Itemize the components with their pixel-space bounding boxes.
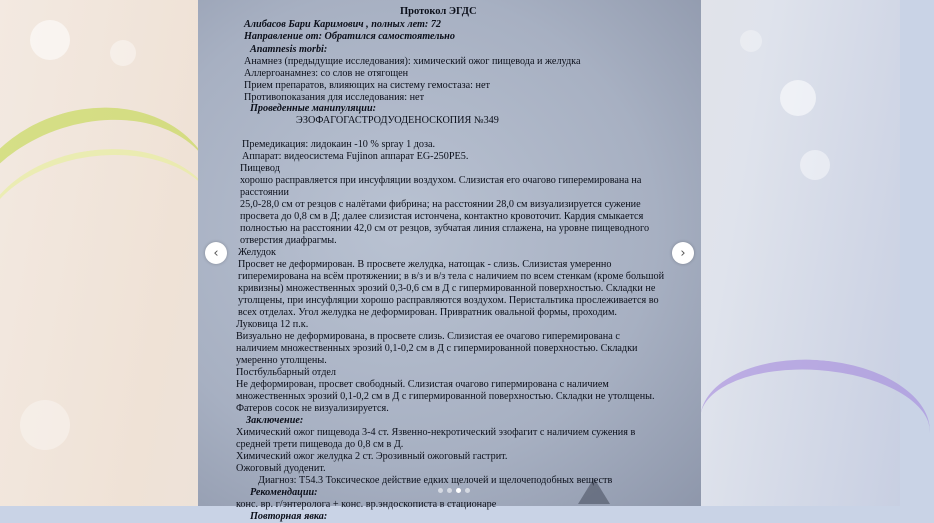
document-line: Желудок bbox=[238, 247, 276, 258]
document-line: Химический ожог желудка 2 ст. Эрозивный ожоговый гастрит. bbox=[236, 451, 508, 462]
document-line: множественных эрозий 0,1-0,2 см в Д с гипермированной поверхностью. Складки не утолщены. bbox=[236, 391, 655, 402]
slider-dot[interactable] bbox=[438, 488, 443, 493]
document-line: конс. вр. г/энтеролога + конс. вр.эндоскописта в стационаре bbox=[236, 499, 497, 510]
slider-prev-button[interactable] bbox=[205, 242, 227, 264]
document-line: всех отделах. Угол желудка не деформирован. Привратник овальной формы, проходим. bbox=[238, 307, 617, 318]
document-line: расстоянии bbox=[240, 187, 289, 198]
document-line: утолщены, при инсуфляции хорошо расправляются воздухом. Перистальтика прослеживается во bbox=[238, 295, 659, 306]
document-title: Протокол ЭГДС bbox=[400, 6, 477, 17]
document-line: 25,0-28,0 см от резцов с налётами фибрина; на расстоянии 28,0 см визуализируется сужение bbox=[240, 199, 641, 210]
document-line: ЭЗОФАГОГАСТРОДУОДЕНОСКОПИЯ №349 bbox=[296, 115, 499, 126]
document-line: Анамнез (предыдущие исследования): химический ожог пищевода и желудка bbox=[244, 56, 581, 67]
decor-bokeh bbox=[780, 80, 816, 116]
document-line: отверстия диафрагмы. bbox=[240, 235, 337, 246]
document-line: Просвет не деформирован. В просвете желудка, натощак - слизь. Слизистая умеренно bbox=[238, 259, 612, 270]
decor-bokeh bbox=[800, 150, 830, 180]
chevron-left-icon: ‹ bbox=[213, 245, 219, 261]
document-line: гиперемирована на всём протяжении; в в/з и в/з тела с наличием по всем стенкам (кроме большой bbox=[238, 271, 665, 282]
document-line: Ожоговый дуоденит. bbox=[236, 463, 326, 474]
document-line: Направление от: Обратился самостоятельно bbox=[244, 31, 455, 42]
decor-bokeh bbox=[740, 30, 762, 52]
chevron-right-icon: › bbox=[680, 245, 686, 261]
document-line: просвета до 0,8 см в Д; далее слизистая истончена, контактно кровоточит. Кардия смыкается bbox=[240, 211, 644, 222]
slider-dots bbox=[438, 488, 470, 493]
document-line: Не деформирован, просвет свободный. Слизистая очагово гипермирована с наличием bbox=[236, 379, 609, 390]
document-line: Химический ожог пищевода 3-4 ст. Язвенно-некротический эзофагит с наличием сужения в bbox=[236, 427, 636, 438]
document-line: Проведенные манипуляции: bbox=[250, 103, 377, 114]
document-line: Заключение: bbox=[246, 415, 304, 426]
decor-swoosh-purple bbox=[696, 352, 934, 498]
document-line: умеренно утолщены. bbox=[236, 355, 327, 366]
document-line: хорошо расправляется при инсуфляции воздухом. Слизистая его очагово гиперемирована на bbox=[240, 175, 642, 186]
document-line: Аппарат: видеосистема Fujinon аппарат EG-250PE5. bbox=[242, 151, 469, 162]
document-line: Постбульбарный отдел bbox=[236, 367, 337, 378]
decor-bokeh bbox=[20, 400, 70, 450]
slider-dot[interactable] bbox=[465, 488, 470, 493]
document-line: Аллергоанамнез: со слов не отягощен bbox=[244, 68, 409, 79]
document-line: Алибасов Бари Каримович , полных лет: 72 bbox=[244, 19, 442, 30]
document-line: Фатеров сосок не визуализируется. bbox=[236, 403, 389, 414]
document-line: полностью на расстоянии 42,0 см от резцов, зубчатая линия сглажена, на уровне пищеводного bbox=[240, 223, 650, 234]
document-line: Противопоказания для исследования: нет bbox=[244, 92, 425, 103]
document-line: Прием препаратов, влияющих на систему гемостаза: нет bbox=[244, 80, 490, 91]
document-line: наличием множественных эрозий 0,1-0,2 см в Д с гипермированной поверхностью. Складки bbox=[236, 343, 638, 354]
document-line: Рекомендации: bbox=[250, 487, 318, 498]
slider-next-button[interactable] bbox=[672, 242, 694, 264]
document-line: Луковица 12 п.к. bbox=[236, 319, 309, 330]
decor-bokeh bbox=[110, 40, 136, 66]
document-line: Премедикация: лидокаин -10 % spray 1 доза. bbox=[242, 139, 436, 150]
document-line: средней трети пищевода до 0,8 см в Д. bbox=[236, 439, 404, 450]
document-line: Anamnesis morbi: bbox=[250, 44, 328, 55]
slider-dot[interactable] bbox=[447, 488, 452, 493]
document-line: Диагноз: T54.3 Токсическое действие едких щелочей и щелочеподобных веществ bbox=[258, 475, 613, 486]
document-photo bbox=[198, 0, 701, 522]
decor-bokeh bbox=[30, 20, 70, 60]
slider-dot[interactable] bbox=[456, 488, 461, 493]
document-line: Повторная явка: bbox=[250, 511, 328, 522]
document-line: кривизны) множественных эрозий 0,3-0,6 см в Д с гипермированной поверхностью. Складки не bbox=[238, 283, 656, 294]
watermark-triangle-icon bbox=[578, 478, 610, 504]
document-line: Визуально не деформирована, в просвете слизь. Слизистая ее очагово гиперемирована с bbox=[236, 331, 620, 342]
document-line: Пищевод bbox=[240, 163, 280, 174]
